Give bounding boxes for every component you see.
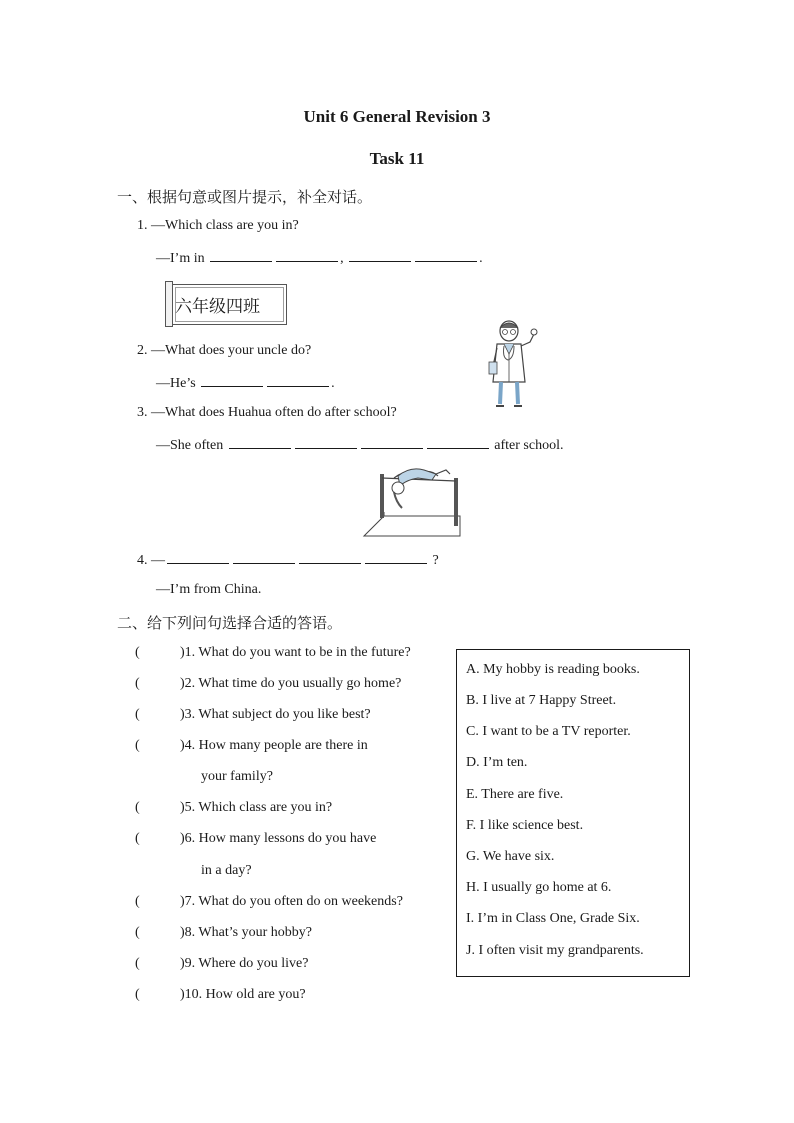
q3-blank-4[interactable] — [427, 436, 489, 449]
sign-text: 六年级四班 — [175, 297, 260, 317]
question-4: )4. How many people are there in — [180, 738, 368, 753]
question-6-cont: in a day? — [201, 863, 252, 878]
q1-blank-3[interactable] — [349, 249, 411, 262]
question-2: )2. What time do you usually go home? — [180, 676, 402, 691]
q1-comma: , — [340, 251, 344, 266]
section1-heading: 一、根据句意或图片提示，补全对话。 — [117, 188, 373, 206]
answer-slot-5[interactable]: ( — [135, 800, 140, 815]
answer-slot-10[interactable]: ( — [135, 987, 140, 1002]
q3-blank-2[interactable] — [295, 436, 357, 449]
q2-answer-prefix: —He’s — [156, 376, 196, 391]
question-9: )9. Where do you live? — [180, 956, 309, 971]
question-7: )7. What do you often do on weekends? — [180, 894, 403, 909]
q3-question: 3. —What does Huahua often do after school? — [137, 405, 397, 420]
page-title: Unit 6 General Revision 3 — [303, 107, 491, 126]
answer-option-c: C. I want to be a TV reporter. — [466, 724, 631, 739]
q3-blank-3[interactable] — [361, 436, 423, 449]
section2-heading: 二、给下列问句选择合适的答语。 — [117, 614, 343, 632]
q1-period: . — [479, 251, 483, 266]
question-3: )3. What subject do you like best? — [180, 707, 371, 722]
answer-option-b: B. I live at 7 Happy Street. — [466, 693, 617, 708]
answer-option-g: G. We have six. — [466, 849, 555, 864]
doctor-illustration-icon — [484, 318, 542, 410]
q1-blank-1[interactable] — [210, 249, 272, 262]
q3-blank-1[interactable] — [229, 436, 291, 449]
answer-option-e: E. There are five. — [466, 787, 564, 802]
q2-answer-line — [156, 374, 335, 392]
q4-blank-3[interactable] — [299, 551, 361, 564]
q4-prefix: 4. — — [137, 553, 165, 568]
answer-option-f: F. I like science best. — [466, 818, 584, 833]
answer-option-a: A. My hobby is reading books. — [466, 662, 640, 677]
answer-slot-2[interactable]: ( — [135, 676, 140, 691]
q1-answer-prefix: —I’m in — [156, 251, 205, 266]
q1-question: 1. —Which class are you in? — [137, 218, 299, 233]
answer-slot-9[interactable]: ( — [135, 956, 140, 971]
question-1: )1. What do you want to be in the future? — [180, 645, 411, 660]
q1-blank-4[interactable] — [415, 249, 477, 262]
question-8: )8. What’s your hobby? — [180, 925, 312, 940]
answer-slot-7[interactable]: ( — [135, 894, 140, 909]
q4-blank-2[interactable] — [233, 551, 295, 564]
answer-slot-3[interactable]: ( — [135, 707, 140, 722]
answer-slot-8[interactable]: ( — [135, 925, 140, 940]
answer-option-h: H. I usually go home at 6. — [466, 880, 612, 895]
q4-question-line — [137, 551, 439, 569]
q4-suffix: ? — [432, 553, 439, 568]
answer-option-d: D. I’m ten. — [466, 755, 528, 770]
q2-blank-2[interactable] — [267, 374, 329, 387]
answer-slot-4[interactable]: ( — [135, 738, 140, 753]
question-4-cont: your family? — [201, 769, 273, 784]
task-title: Task 11 — [369, 149, 425, 168]
q1-answer-line — [156, 249, 483, 267]
q2-period: . — [331, 376, 335, 391]
q2-blank-1[interactable] — [201, 374, 263, 387]
class-sign-image — [165, 281, 287, 327]
question-5: )5. Which class are you in? — [180, 800, 333, 815]
q3-answer-prefix: —She often — [156, 438, 224, 453]
q4-blank-4[interactable] — [365, 551, 427, 564]
q3-answer-line — [156, 436, 563, 454]
q4-blank-1[interactable] — [167, 551, 229, 564]
question-10: )10. How old are you? — [180, 987, 306, 1002]
answer-slot-6[interactable]: ( — [135, 831, 140, 846]
q2-question: 2. —What does your uncle do? — [137, 343, 312, 358]
answer-option-i: I. I’m in Class One, Grade Six. — [466, 911, 640, 926]
high-jump-illustration-icon — [362, 464, 464, 542]
q4-answer: —I’m from China. — [156, 582, 262, 597]
answer-option-j: J. I often visit my grandparents. — [466, 943, 644, 958]
q1-blank-2[interactable] — [276, 249, 338, 262]
question-6: )6. How many lessons do you have — [180, 831, 377, 846]
q3-answer-suffix: after school. — [494, 438, 564, 453]
answer-slot-1[interactable]: ( — [135, 645, 140, 660]
